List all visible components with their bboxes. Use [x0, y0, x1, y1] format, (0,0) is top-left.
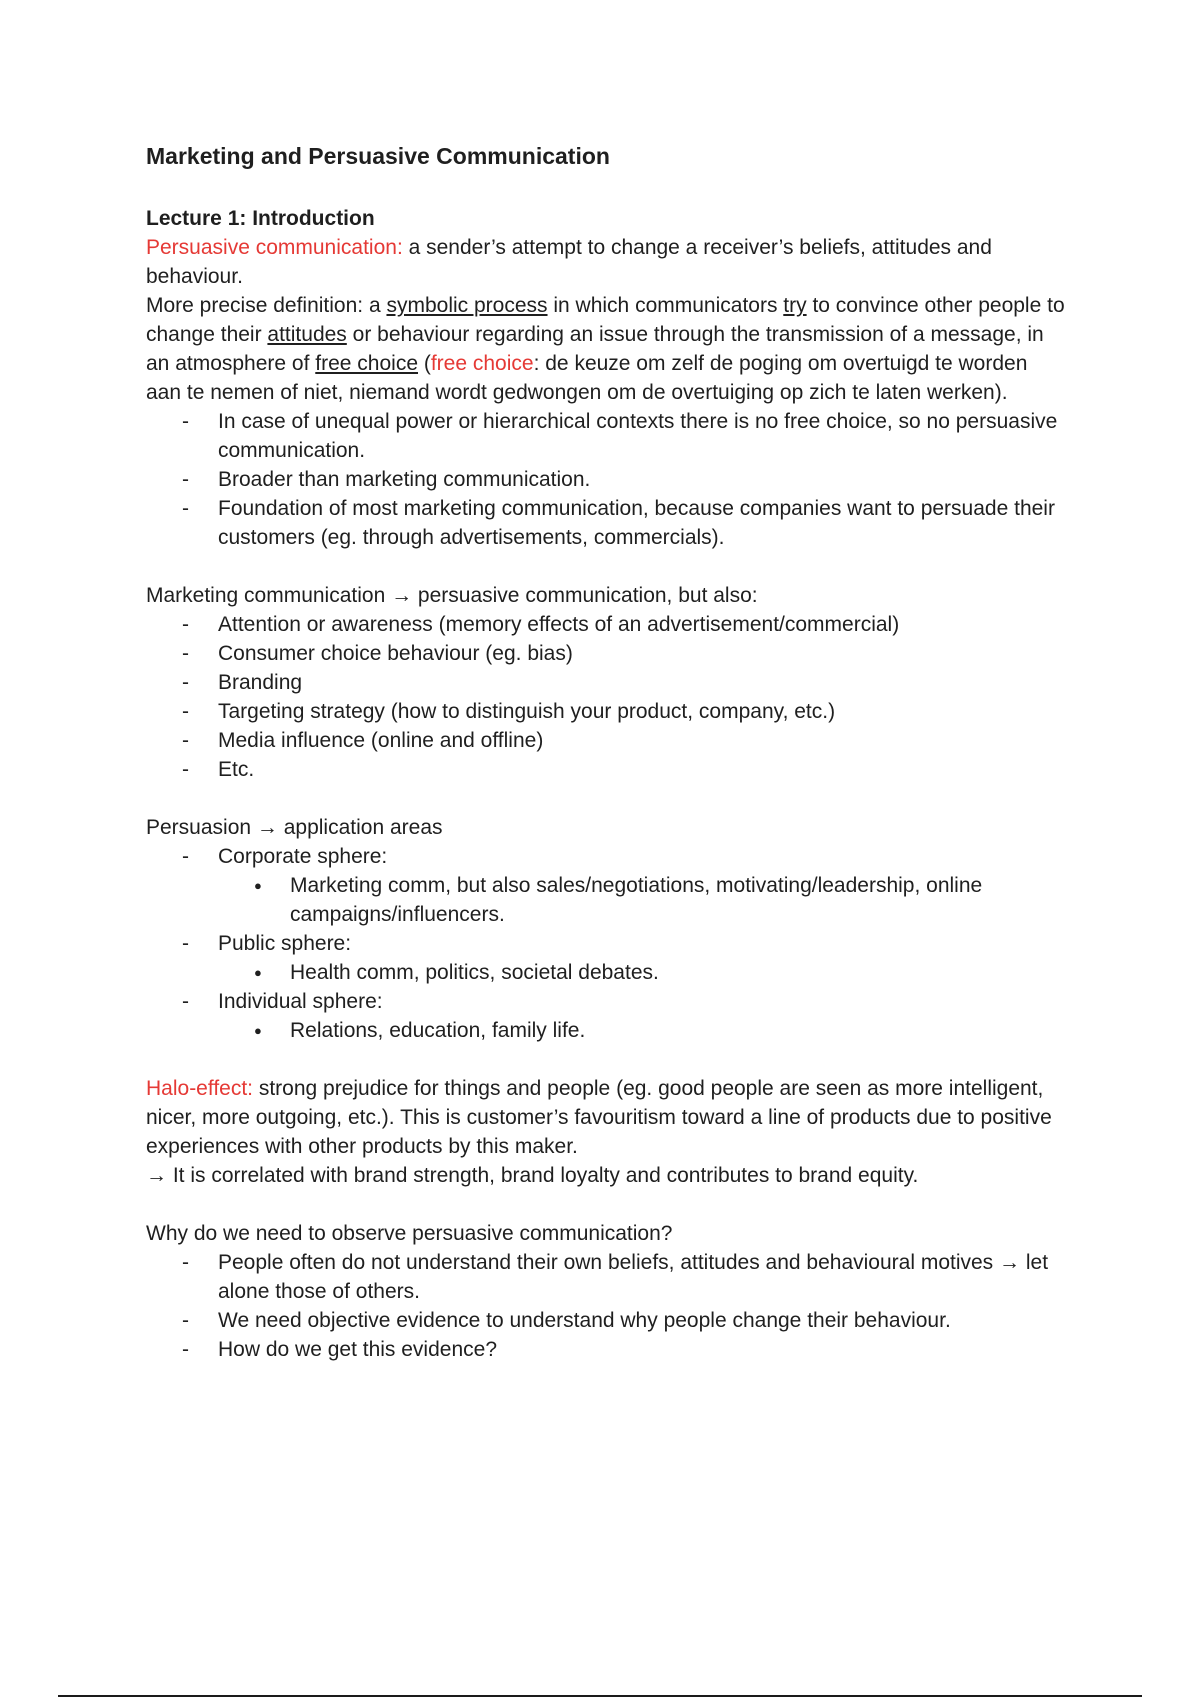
def2-text-1: More precise definition: a: [146, 294, 387, 317]
sphere-label: Individual sphere:: [218, 990, 383, 1013]
def2-text-5: (: [418, 352, 431, 375]
why-intro: Why do we need to observe persuasive communication?: [146, 1222, 673, 1245]
list-item: - Media influence (online and offline): [218, 726, 1066, 755]
page-bottom-rule: [58, 1695, 1142, 1697]
term-persuasive-communication: Persuasive communication:: [146, 236, 403, 259]
definition-notes-list: [146, 407, 1066, 552]
sublist-item: ● Marketing comm, but also sales/negotiations, motivating/leadership, online campaigns/influencers.: [290, 871, 1066, 929]
lecture-heading: Lecture 1: Introduction: [146, 207, 375, 230]
halo-note: → It is correlated with brand strength, brand loyalty and contributes to brand equity.: [146, 1164, 919, 1187]
sublist-item: ● Relations, education, family life.: [290, 1016, 1066, 1045]
list-item: [218, 842, 1066, 929]
list-item: - In case of unequal power or hierarchical contexts there is no free choice, so no persuasive communication.: [218, 407, 1066, 465]
sphere-label: Public sphere:: [218, 932, 352, 955]
why-list: [146, 1248, 1066, 1364]
underline-free-choice: free choice: [315, 352, 419, 375]
precise-definition: [146, 291, 1066, 407]
def2-text-2: in which communicators: [547, 294, 784, 317]
list-item: - Broader than marketing communication.: [218, 465, 1066, 494]
list-item: [218, 929, 1066, 987]
list-item: - Targeting strategy (how to distinguish your product, company, etc.): [218, 697, 1066, 726]
sublist-item: ● Health comm, politics, societal debates.: [290, 958, 1066, 987]
list-item: - Consumer choice behaviour (eg. bias): [218, 639, 1066, 668]
def2-text-4: or behaviour regarding an issue through the transmission of a message, in an atmosphere of: [146, 323, 1044, 375]
document-page: [146, 140, 1066, 1364]
list-item: - Branding: [218, 668, 1066, 697]
marketing-intro: Marketing communication → persuasive communication, but also:: [146, 584, 758, 607]
underline-try: try: [783, 294, 807, 317]
def2-text-6: : de keuze om zelf de poging om overtuigd te worden aan te nemen of niet, niemand wordt gedwongen om de overtuiging op zich te laten werken).: [146, 352, 1028, 404]
def2-text-3: to convince other people to change their: [146, 294, 1065, 346]
persuasion-intro: Persuasion → application areas: [146, 816, 443, 839]
sublist: [218, 1016, 1066, 1045]
list-item: - People often do not understand their own beliefs, attitudes and behavioural motives → let alone those of others.: [218, 1248, 1066, 1306]
sublist: [218, 958, 1066, 987]
list-item: - We need objective evidence to understand why people change their behaviour.: [218, 1306, 1066, 1335]
list-item: - Etc.: [218, 755, 1066, 784]
underline-symbolic-process: symbolic process: [386, 294, 548, 317]
document-title: Marketing and Persuasive Communication: [146, 143, 610, 169]
sublist: [218, 871, 1066, 929]
list-item: - Foundation of most marketing communication, because companies want to persuade their customers (eg. through advertisements, commercials).: [218, 494, 1066, 552]
definition-text: a sender’s attempt to change a receiver’s beliefs, attitudes and behaviour.: [146, 236, 992, 288]
sphere-label: Corporate sphere:: [218, 845, 388, 868]
halo-text: strong prejudice for things and people (eg. good people are seen as more intelligent, nicer, more outgoing, etc.). This is customer’s favouritism toward a line of products due to positive experiences with other products by this maker.: [146, 1077, 1052, 1158]
marketing-list: [146, 610, 1066, 784]
spheres-list: [146, 842, 1066, 1045]
term-free-choice: free choice: [430, 352, 534, 375]
term-halo-effect: Halo-effect:: [146, 1077, 253, 1100]
list-item: - How do we get this evidence?: [218, 1335, 1066, 1364]
list-item: - Attention or awareness (memory effects of an advertisement/commercial): [218, 610, 1066, 639]
underline-attitudes: attitudes: [267, 323, 347, 346]
definition-persuasive-communication: [146, 233, 1066, 291]
list-item: [218, 987, 1066, 1045]
halo-definition: [146, 1074, 1066, 1161]
